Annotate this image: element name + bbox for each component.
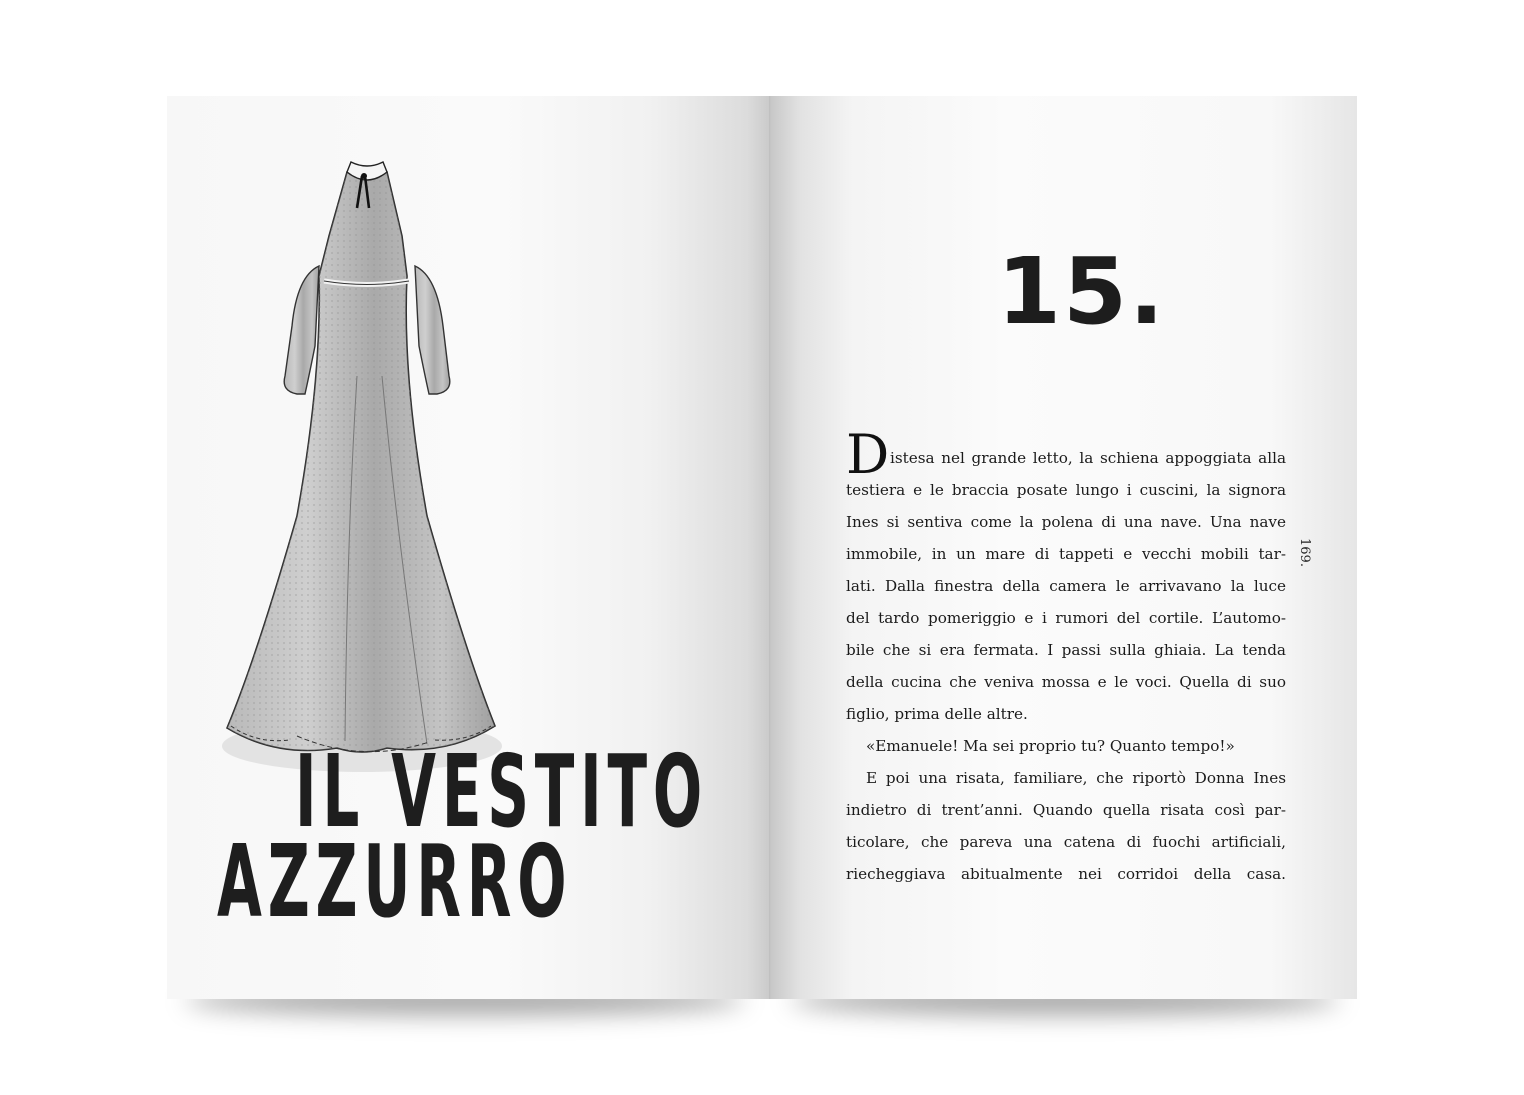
text-line: della cucina che veniva mossa e le voci. Quella di suo	[846, 673, 1286, 691]
chapter-body-text	[846, 442, 1286, 890]
text-line: figlio, prima delle altre.	[846, 705, 1028, 723]
text-line: bile che si era fermata. I passi sulla ghiaia. La tenda	[846, 641, 1286, 659]
chapter-number: 15.	[997, 238, 1166, 345]
text-line: ticolare, che pareva una catena di fuochi artificiali,	[846, 833, 1286, 851]
text-line: E poi una risata, familiare, che riportò Donna Ines	[866, 769, 1286, 787]
text-line: indietro di trent’anni. Quando quella risata così par-	[846, 801, 1286, 819]
right-page	[771, 96, 1357, 999]
text-line: testiera e le braccia posate lungo i cuscini, la signora	[846, 481, 1286, 499]
left-page	[167, 96, 771, 999]
chapter-title-line-1: IL VESTITO	[295, 733, 709, 850]
text-line: del tardo pomeriggio e i rumori del cortile. L’automo-	[846, 609, 1286, 627]
drop-cap: D	[846, 423, 890, 486]
text-line: immobile, in un mare di tappeti e vecchi mobili tar-	[846, 545, 1286, 563]
text-line: riecheggiava abitualmente nei corridoi della casa.	[846, 865, 1286, 883]
dress-illustration	[197, 136, 517, 776]
text-line: Ines si sentiva come la polena di una nave. Una nave	[846, 513, 1286, 531]
text-line: lati. Dalla finestra della camera le arrivavano la luce	[846, 577, 1286, 595]
text-line: istesa nel grande letto, la schiena appoggiata alla	[890, 449, 1286, 467]
text-line: «Emanuele! Ma sei proprio tu? Quanto tempo!»	[866, 737, 1235, 755]
page-number: 169.	[1297, 538, 1312, 567]
chapter-title-line-2: AZZURRO	[217, 823, 573, 940]
